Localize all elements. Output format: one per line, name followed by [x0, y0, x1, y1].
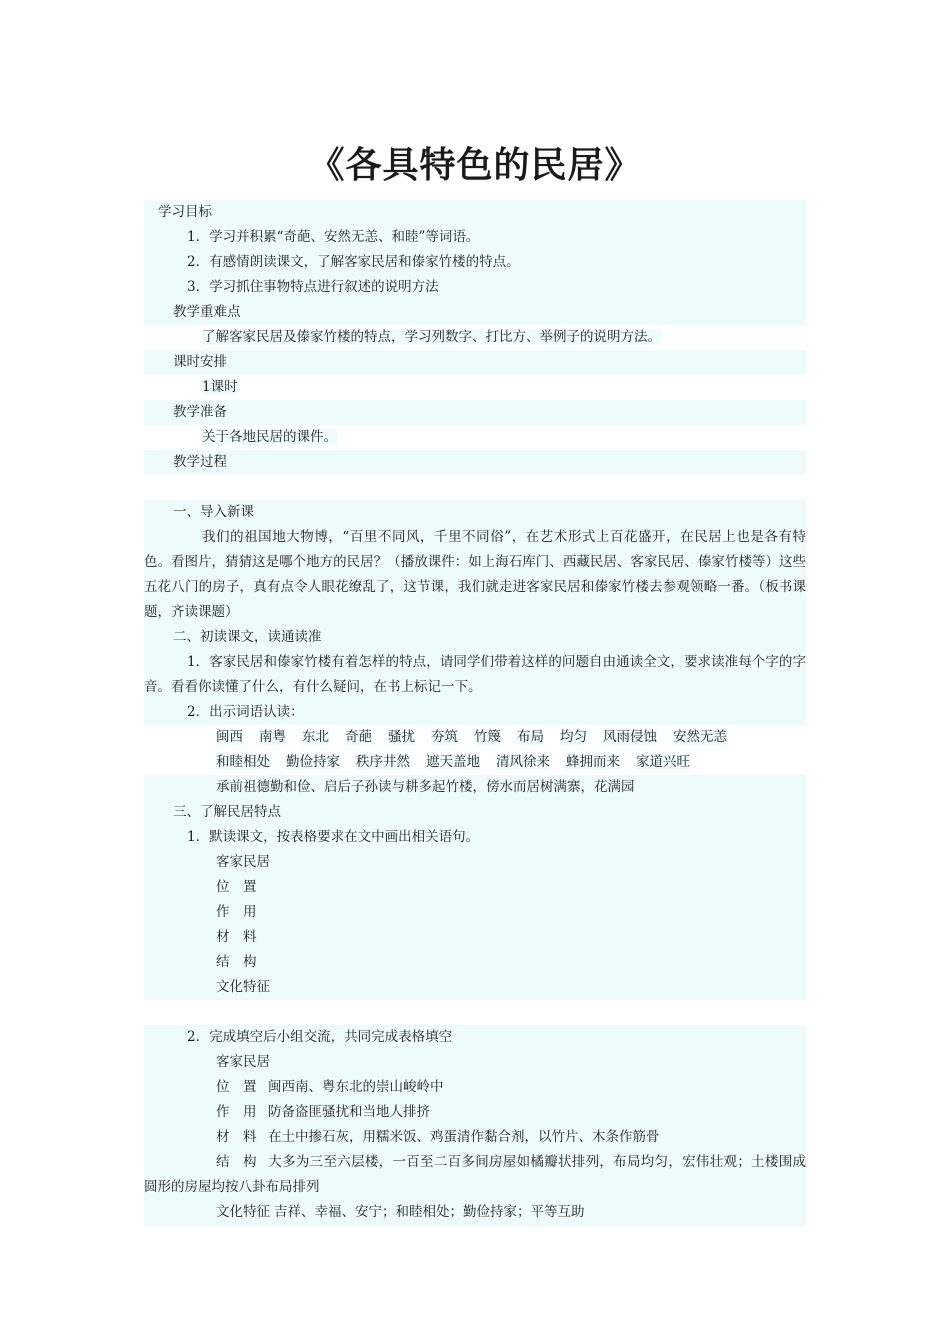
page-title: 《各具特色的民居》 [308, 144, 642, 186]
word: 骚扰 [388, 729, 415, 745]
word: 勤俭持家 [286, 754, 340, 770]
word: 奇葩 [345, 729, 372, 745]
part2-step1: 1．客家民居和傣家竹楼有着怎样的特点，请同学们带着这样的问题自由通读全文，要求读准每个字的字音。看看你读懂了什么，有什么疑问，在书上标记一下。 [144, 650, 806, 700]
schedule-text: 1课时 [202, 379, 238, 395]
filled-table-block [144, 1025, 806, 1227]
word: 闽西 [216, 729, 243, 745]
part3-step1: 1．默读课文，按表格要求在文中画出相关语句。 [144, 825, 806, 850]
filled-row-culture: 文化特征 吉祥、幸福、安宁；和睦相处；勤俭持家；平等互助 [144, 1200, 806, 1225]
spacer [144, 475, 806, 500]
preparation-heading: 教学准备 [144, 400, 806, 425]
filled-row-location: 位 置 闽西南、粤东北的崇山峻岭中 [144, 1075, 806, 1100]
word-list-row-1 [144, 725, 806, 750]
table-label-culture: 文化特征 [144, 975, 806, 1000]
word: 竹篾 [474, 729, 501, 745]
objectives-heading: 学习目标 [144, 200, 806, 225]
part2-step2: 2．出示词语认读： [144, 700, 806, 725]
part3-step2: 2．完成填空后小组交流，共同完成表格填空 [187, 1029, 453, 1045]
table-label-title: 客家民居 [144, 850, 806, 875]
preparation-text: 关于各地民居的课件。 [202, 429, 337, 445]
filled-row-function: 作 用 防备盗匪骚扰和当地人排挤 [144, 1100, 806, 1125]
objective-item-3: 3．学习抓住事物特点进行叙述的说明方法 [144, 275, 806, 300]
table-label-structure: 结 构 [144, 950, 806, 975]
word: 和睦相处 [216, 754, 270, 770]
filled-table-title: 客家民居 [216, 1054, 270, 1070]
word: 清风徐来 [496, 754, 550, 770]
word: 南粤 [259, 729, 286, 745]
word: 蜂拥而来 [566, 754, 620, 770]
schedule-heading: 课时安排 [144, 350, 806, 375]
key-points-text: 了解客家民居及傣家竹楼的特点，学习列数字、打比方、举例子的说明方法。 [202, 329, 661, 345]
word: 东北 [302, 729, 329, 745]
objective-item-2: 2．有感情朗读课文，了解客家民居和傣家竹楼的特点。 [144, 250, 806, 275]
part2-heading: 二、初读课文，读通读准 [144, 625, 806, 650]
part1-heading: 一、导入新课 [144, 500, 806, 525]
word: 家道兴旺 [636, 754, 690, 770]
filled-row-structure: 结 构 大多为三至六层楼，一百至二百多间房屋如橘瓣状排列，布局均匀，宏伟壮观；土楼围成圆形的房屋均按八卦布局排列 [144, 1154, 806, 1195]
key-points-heading: 教学重难点 [144, 300, 806, 325]
process-heading: 教学过程 [144, 450, 806, 475]
table-label-function: 作 用 [144, 900, 806, 925]
part3-heading: 三、了解民居特点 [144, 800, 806, 825]
word: 均匀 [560, 729, 587, 745]
spacer [144, 1000, 806, 1025]
document-body [144, 200, 806, 1227]
word: 布局 [517, 729, 544, 745]
table-label-material: 材 料 [144, 925, 806, 950]
part1-text: 我们的祖国地大物博，“百里不同风，千里不同俗”，在艺术形式上百花盛开，在民居上也是各有特色。看图片，猜猜这是哪个地方的民居？（播放课件：如上海石库门、西藏民居、客家民居、傣家竹楼等）这些五花八门的房子，真有点令人眼花缭乱了，这节课，我们就走进客家民居和傣家竹楼去参观领略一番。（板书课题，齐读课题） [144, 525, 806, 625]
word: 秩序井然 [356, 754, 410, 770]
objective-item-1: 1．学习并积累“奇葩、安然无恙、和睦”等词语。 [144, 225, 806, 250]
word-list-row-3: 承前祖德勤和俭、启后子孙读与耕多起竹楼，傍水而居树满寨，花满园 [144, 775, 806, 800]
word: 风雨侵蚀 [603, 729, 657, 745]
table-label-location: 位 置 [144, 875, 806, 900]
filled-row-material: 材 料 在土中掺石灰，用糯米饭、鸡蛋清作黏合剂，以竹片、木条作筋骨 [144, 1125, 806, 1150]
word: 安然无恙 [673, 729, 727, 745]
word: 遮天盖地 [426, 754, 480, 770]
word: 夯筑 [431, 729, 458, 745]
word-list-row-2 [144, 750, 806, 775]
